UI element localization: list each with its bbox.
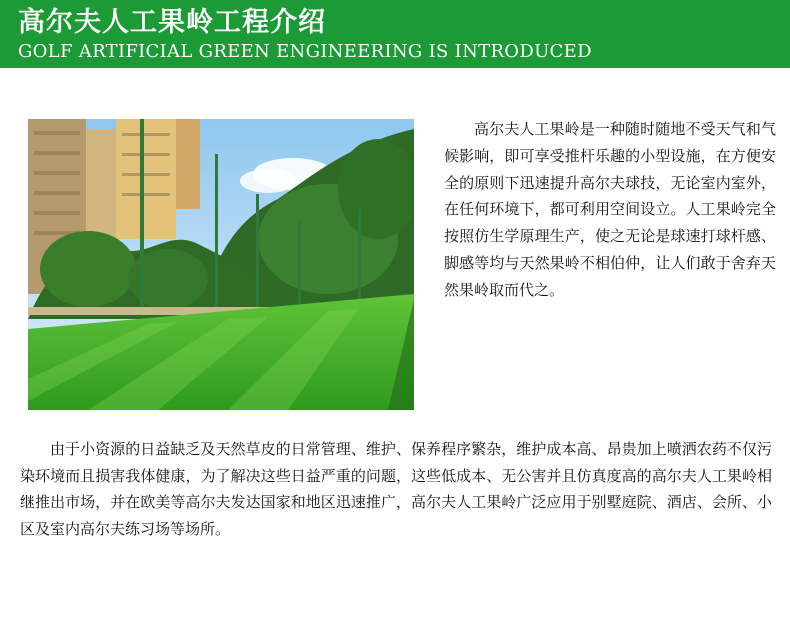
page-subtitle: GOLF ARTIFICIAL GREEN ENGINEERING IS INTRODUCED	[18, 41, 592, 62]
golf-green-photo	[28, 119, 414, 410]
intro-paragraph: 高尔夫人工果岭是一种随时随地不受天气和气候影响，即可享受推杆乐趣的小型设施，在方便安全的原则下迅速提升高尔夫球技，无论室内室外，在任何环境下，都可利用空间设立。人工果岭完全按照仿生学原理生产，使之无论是球速打球杆感、脚感等均与天然果岭不相伯仲，让人们敢于舍弃天然果岭取而代之。	[444, 120, 776, 299]
header-banner	[0, 0, 790, 68]
page-title: 高尔夫人工果岭工程介绍	[18, 7, 326, 38]
detail-paragraph: 由于小资源的日益缺乏及天然草皮的日常管理、维护、保养程序繁杂，维护成本高、昂贵加上喷洒农药不仅污染环境而且损害我体健康，为了解决这些日益严重的问题，这些低成本、无公害并且仿真度高的高尔夫人工果岭相继推出市场，并在欧美等高尔夫发达国家和地区迅速推广，高尔夫人工果岭广泛应用于别墅庭院、酒店、会所、小区及室内高尔夫练习场等场所。	[20, 440, 772, 538]
